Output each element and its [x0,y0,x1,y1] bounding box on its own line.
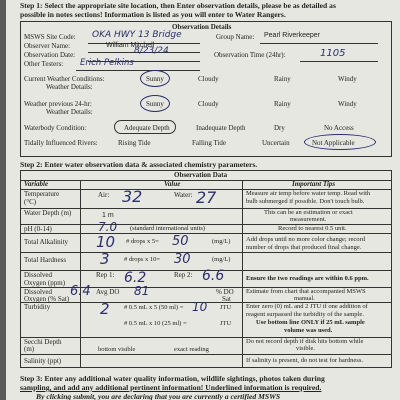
group-name-label: Group Name: [216,33,255,41]
alkalinity-tip-2: number of drops that produced final change. [246,244,362,251]
ph-value[interactable]: 7.0 [98,220,118,234]
waterbody-condition-label: Waterbody Condition: [24,124,87,132]
temperature-tip-2: bulb submerged if possible. Don't touch bulb. [246,198,365,205]
dosat-unit-2: Sat [222,295,231,303]
alkalinity-label: Total Alkalinity [24,238,69,246]
current-weather-label: Current Weather Conditions: [24,75,105,83]
waterbody-no-access[interactable]: No Access [324,124,354,132]
turbidity-unit-2: JTU [220,320,232,327]
observation-date-label: Observation Date: [24,51,76,59]
hardness-value[interactable]: 30 [174,252,191,267]
tidal-label: Tidally Influenced Rivers: [24,139,98,147]
temperature-tip-1: Measure air temp before water temp. Read with [246,190,371,197]
tidal-not-applicable-circle [304,134,376,150]
hardness-label: Total Hardness [24,256,67,264]
divider [20,180,392,181]
temperature-unit: (°C) [24,198,37,206]
step3-heading: Step 3: Enter any additional water quality information, wildlife sightings, photos taken during [20,374,325,383]
prev-weather-sunny[interactable]: Sunny [146,100,164,108]
observation-time-value[interactable]: 1105 [320,48,346,59]
row-divider [20,233,392,234]
tidal-rising[interactable]: Rising Tide [118,139,151,147]
col-value: Value [164,180,181,188]
water-label: Water: [174,191,193,199]
water-depth-label: Water Depth (m) [24,209,72,217]
prev-weather-cloudy[interactable]: Cloudy [198,100,219,108]
observation-date-value[interactable]: 8/23/24 [134,46,169,56]
weather-cloudy[interactable]: Cloudy [198,75,219,83]
turbidity-tip-4: volume was used. [284,327,333,334]
turbidity-label: Turbidity [24,303,51,311]
col-variable: Variable [24,180,49,188]
observer-value[interactable]: William Mitchell [106,42,155,49]
secchi-label-1: Secchi Depth [24,338,62,346]
other-testers-underline [76,70,200,71]
rep1-label: Rep 1: [96,271,115,279]
turbidity-tip-2: reagent surpassed the turbidity of the sample. [246,311,364,318]
site-code-value[interactable]: OKA HWY 13 Bridge [92,30,182,40]
observer-label: Observer Name: [24,42,71,50]
rep1-value[interactable]: 6.2 [124,270,147,286]
waterbody-inadequate[interactable]: Inadequate Depth [196,124,246,132]
turbidity-tip-1: Enter zero (0) mL and 2 JTU if one addition of [246,303,368,310]
weather-sunny[interactable]: Sunny [146,75,164,83]
turbidity-value[interactable]: 2 [100,300,110,318]
weather-windy[interactable]: Windy [338,75,357,83]
dosat-label-2: Oxygen (% Sat) [24,295,70,303]
air-label: Air: [98,191,110,199]
step3-heading-2: sampling, and add any additional pertinent information! Underlined information is required. [20,383,322,392]
prev-weather-rainy[interactable]: Rainy [274,100,291,108]
ph-note: (standard international units) [130,225,206,232]
secchi-bottom-visible[interactable]: bottom visible [98,346,136,353]
col-tips: Important Tips [292,180,336,188]
hardness-multiplier: # drops x 10= [124,256,160,263]
secchi-tip-2: visible. [296,345,315,352]
observation-data-title: Observation Data [174,171,228,179]
depth-tip-2: measurement. [290,216,327,223]
do-label-1: Dissolved [24,271,52,279]
waterbody-adequate[interactable]: Adequate Depth [124,124,170,132]
dosat-tip-1: Estimate from chart that accompanied MSWS [246,288,366,295]
turbidity-row1: # 0.5 mL x 5 (50 ml) = [124,304,184,311]
dosat-label-1: Dissolved [24,288,52,296]
turbidity-row2: # 0.5 mL x 10 (25 ml) = [124,320,187,327]
water-depth-value[interactable]: 1 m [102,212,114,219]
avg-do-label: Avg DO [96,288,120,296]
tidal-not-applicable[interactable]: Not Applicable [312,139,355,147]
prev-weather-windy[interactable]: Windy [338,100,357,108]
rep2-value[interactable]: 6.6 [202,268,225,284]
turbidity-tip-3: Use bottom line ONLY if 25 mL sample [256,319,365,326]
prev-weather-sunny-circle [140,95,170,112]
ph-tip: Record to nearest 0.5 unit. [278,225,347,232]
alkalinity-tip-1: Add drops until no more color change; record [246,236,365,243]
step1-heading: Step 1: Select the appropriate site location, then Enter observation details, please be as detailed as [20,1,336,10]
other-testers-label: Other Testers: [24,60,64,68]
group-name-underline [260,43,378,44]
site-code-label: MSWS Site Code: [24,33,76,41]
observation-details-title: Observation Details [172,23,232,31]
row-divider [20,354,392,355]
prev-weather-label: Weather previous 24-hr: [24,100,92,108]
weather-sunny-circle [140,70,170,87]
salinity-label: Salinity (ppt) [24,357,62,365]
weather-rainy[interactable]: Rainy [274,75,291,83]
row-divider [20,252,392,253]
secchi-exact-reading[interactable]: exact reading [174,346,209,353]
temperature-label: Temperature [24,190,60,198]
air-temp-value[interactable]: 32 [122,187,143,206]
waterbody-dry[interactable]: Dry [274,124,285,132]
salinity-tip: If salinity is present, do not test for hardness. [246,357,363,364]
step2-heading: Step 2: Enter water observation data & associated chemistry parameters. [20,160,258,169]
time-underline [300,61,378,62]
tidal-falling[interactable]: Falling Tide [192,139,227,147]
dosat-value[interactable]: 81 [134,284,150,298]
do-label-2: Oxygen (ppm) [24,279,66,287]
avg-do-value[interactable]: 6.4 [70,284,91,299]
prev-weather-details-label: Weather Details: [46,108,93,116]
step1-heading-2: possible in notes sections! Information is listed as you will enter to Water Rangers. [20,10,286,19]
waterbody-adequate-circle [114,120,176,134]
secchi-tip-1: Do not record depth if disk hits bottom while [246,338,364,345]
alkalinity-multiplier: # drops x 5= [126,238,159,245]
alkalinity-drops[interactable]: 10 [96,233,116,251]
tidal-uncertain[interactable]: Uncertain [262,139,290,147]
dosat-unit-1: % DO [216,288,234,296]
hardness-unit: (mg/L) [212,256,231,263]
alkalinity-value[interactable]: 50 [172,234,189,249]
turbidity-row1-value[interactable]: 10 [192,300,208,314]
weather-details-label: Weather Details: [46,83,93,91]
other-testers-value[interactable]: Erich Pelkins [80,58,134,68]
group-name-value[interactable]: Pearl Riverkeeper [264,32,321,39]
water-temp-value[interactable]: 27 [196,188,217,207]
do-tip: Ensure the two readings are within 0.6 ppm. [246,275,369,282]
ph-label: pH (0-14) [24,225,52,233]
observation-time-label: Observation Time (24hr): [214,51,286,59]
secchi-label-2: (m) [24,345,35,353]
dosat-tip-2: manual. [294,295,315,302]
hardness-drops[interactable]: 3 [100,250,110,268]
data-sheet [6,0,400,400]
step3-heading-3: By clicking submit, you are declaring that you are currently a certified MSWS [36,392,281,400]
rep2-label: Rep 2: [174,271,193,279]
depth-tip-1: This can be an estimation or exact [264,209,353,216]
alkalinity-unit: (mg/L) [212,238,231,245]
turbidity-unit-1: JTU [220,304,232,311]
